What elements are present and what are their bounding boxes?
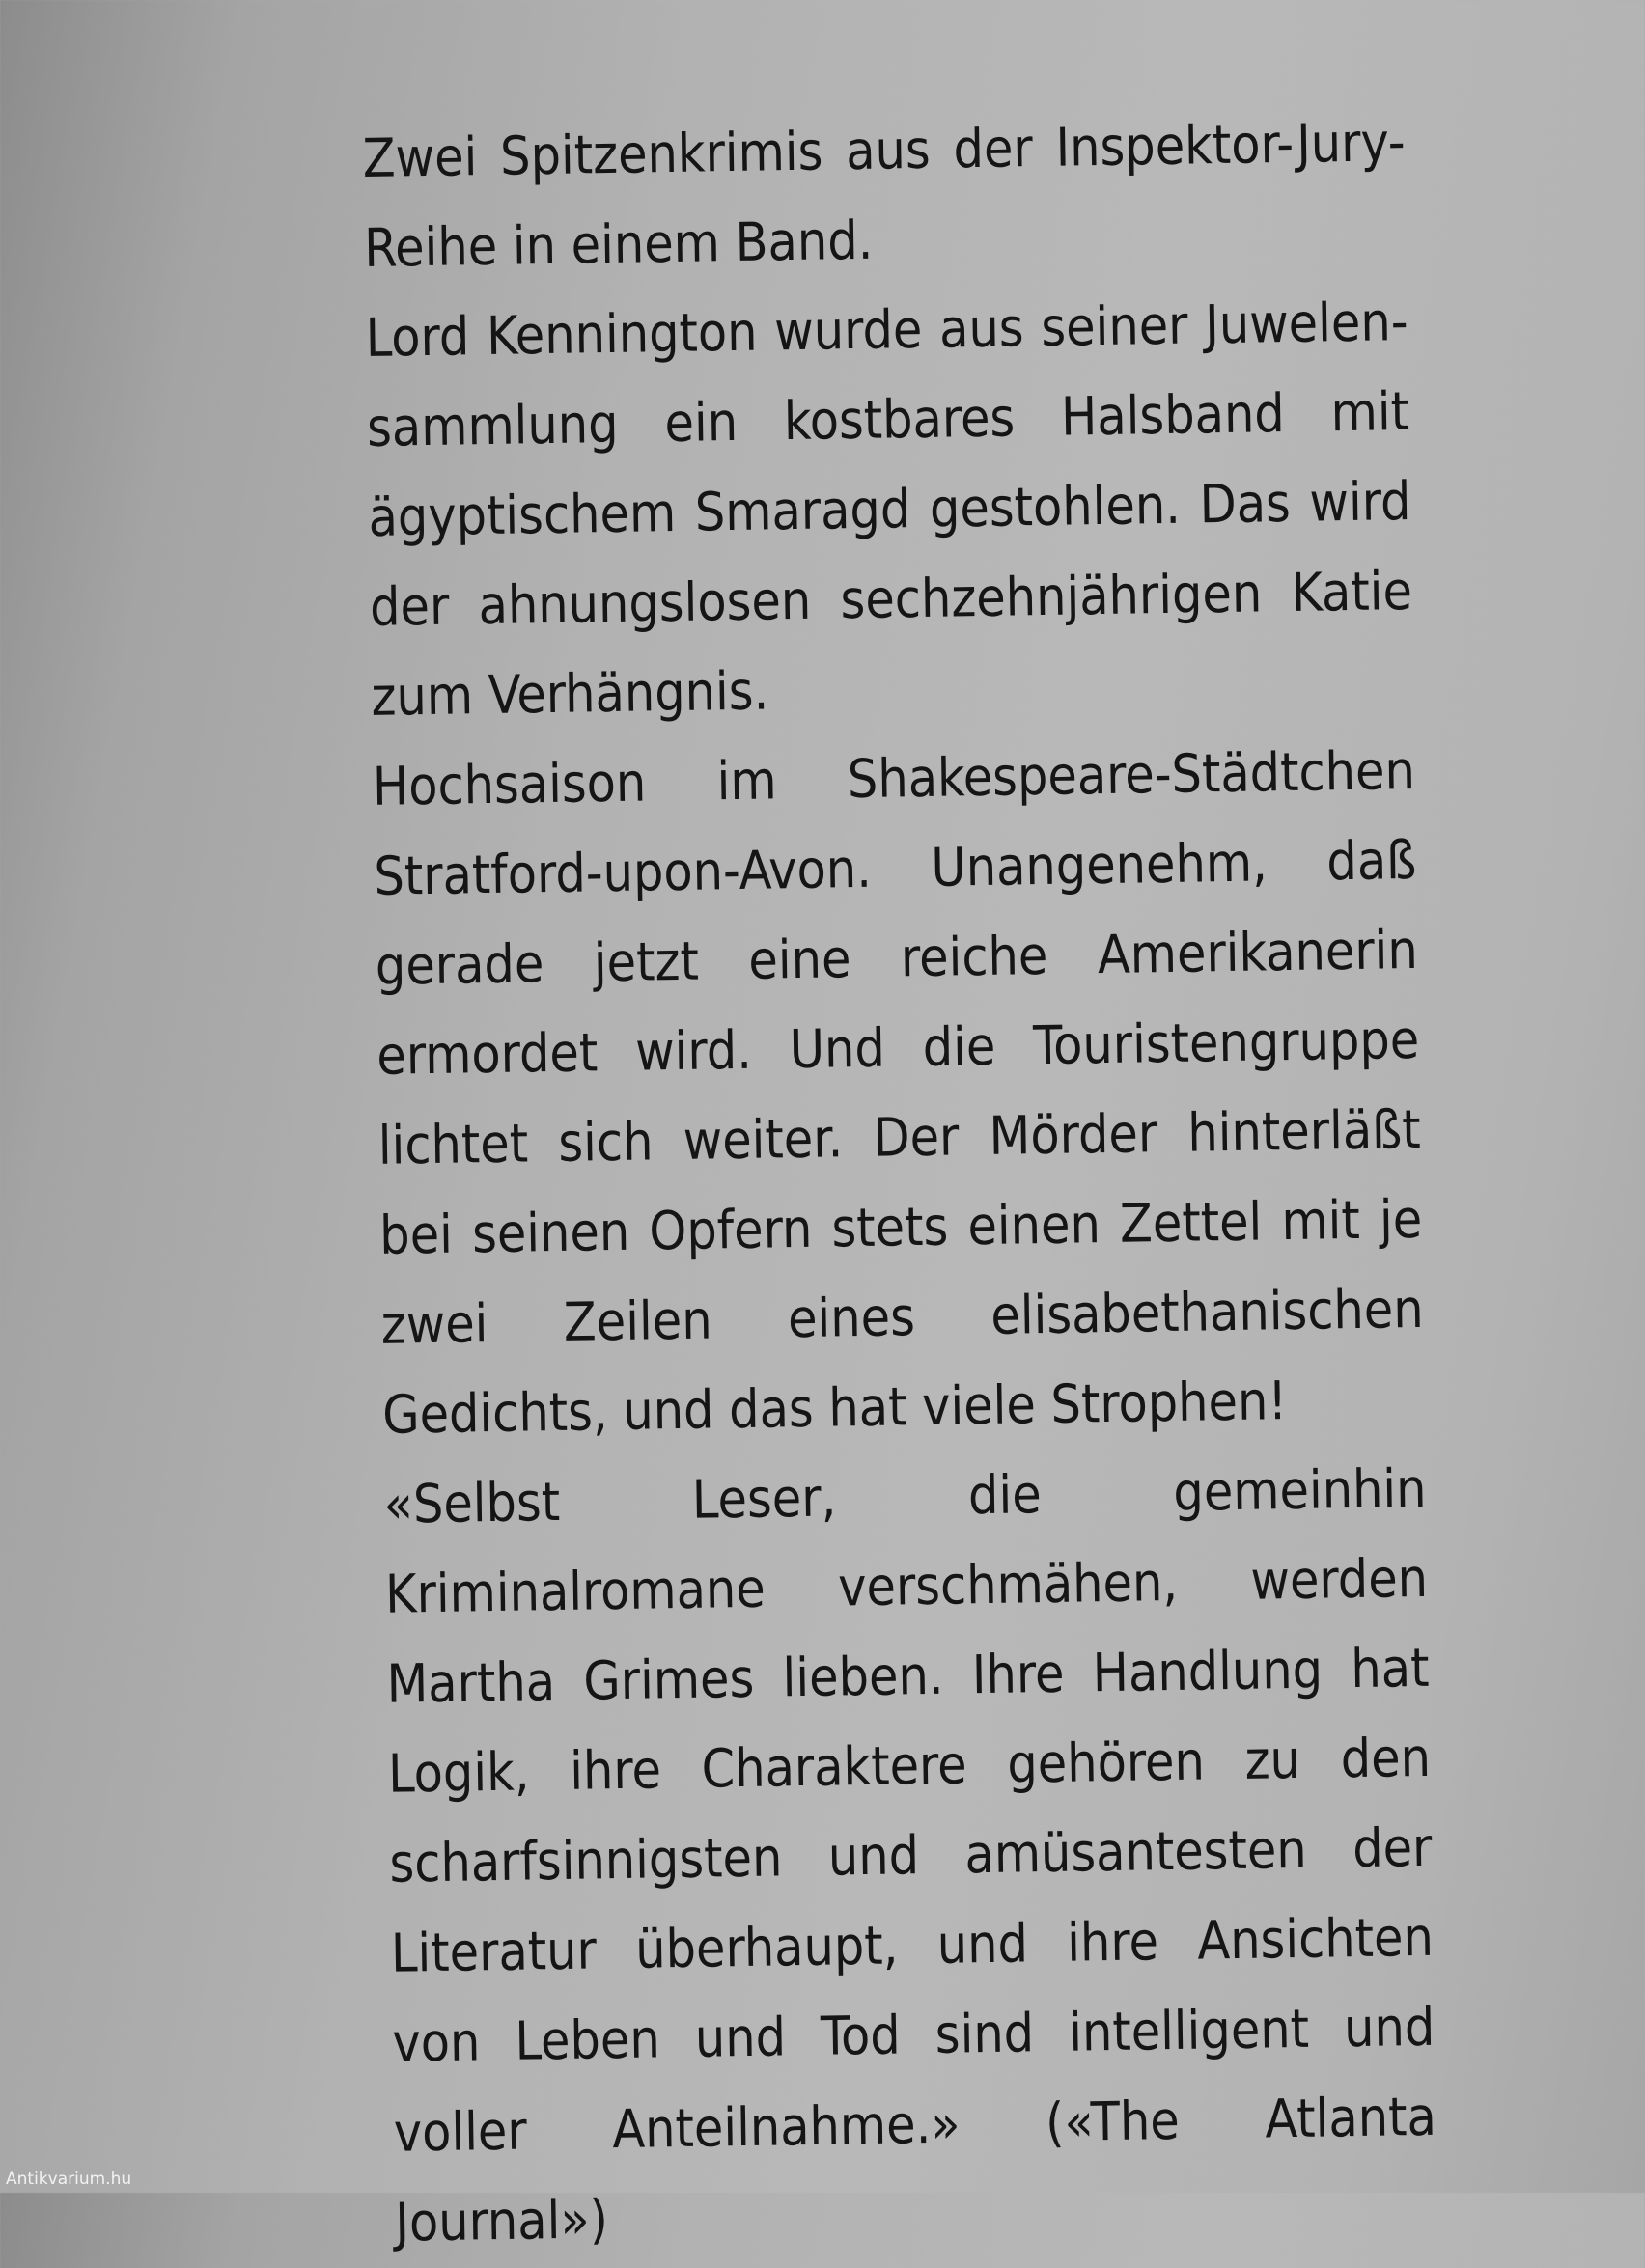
paragraph-review-quote: «Selbst Leser, die gemeinhin Kriminalromane verschmähen, werden Martha Grimes lieben. Ihre Handlung hat Logik, ihre Charaktere gehören zu den scharfsinnigsten und amüsantesten der Literatur überhaupt, und ihre Ansichten von Leben und Tod sind intelligent und voller Anteilnahme.» («The Atlanta Journal») xyxy=(383,1456,1437,2254)
paragraph-second-novel: Hochsaison im Shakespeare-Städtchen Stratford-upon-Avon. Unangenehm, daß gerade jetzt eine reiche Amerikanerin ermordet wird. Und die Touristengruppe lichtet sich weiter. Der Mörder hinterläßt bei seinen Opfern stets einen Zettel mit je zwei Zeilen eines elisabethanischen Gedichts, und das hat viele Strophen! xyxy=(372,738,1425,1446)
paragraph-first-novel: Lord Kennington wurde aus seiner Juwelensammlung ein kostbares Halsband mit ägyptischem Smaragd gestohlen. Das wird der ahnungslosen sechzehnjährigen Katie zum Verhängnis. xyxy=(365,290,1413,728)
paragraph-intro: Zwei Spitzenkrimis aus der Inspektor-Jury-Reihe in einem Band. xyxy=(362,111,1407,279)
blurb-text xyxy=(362,97,1438,2268)
watermark: Antikvarium.hu xyxy=(6,2170,132,2189)
